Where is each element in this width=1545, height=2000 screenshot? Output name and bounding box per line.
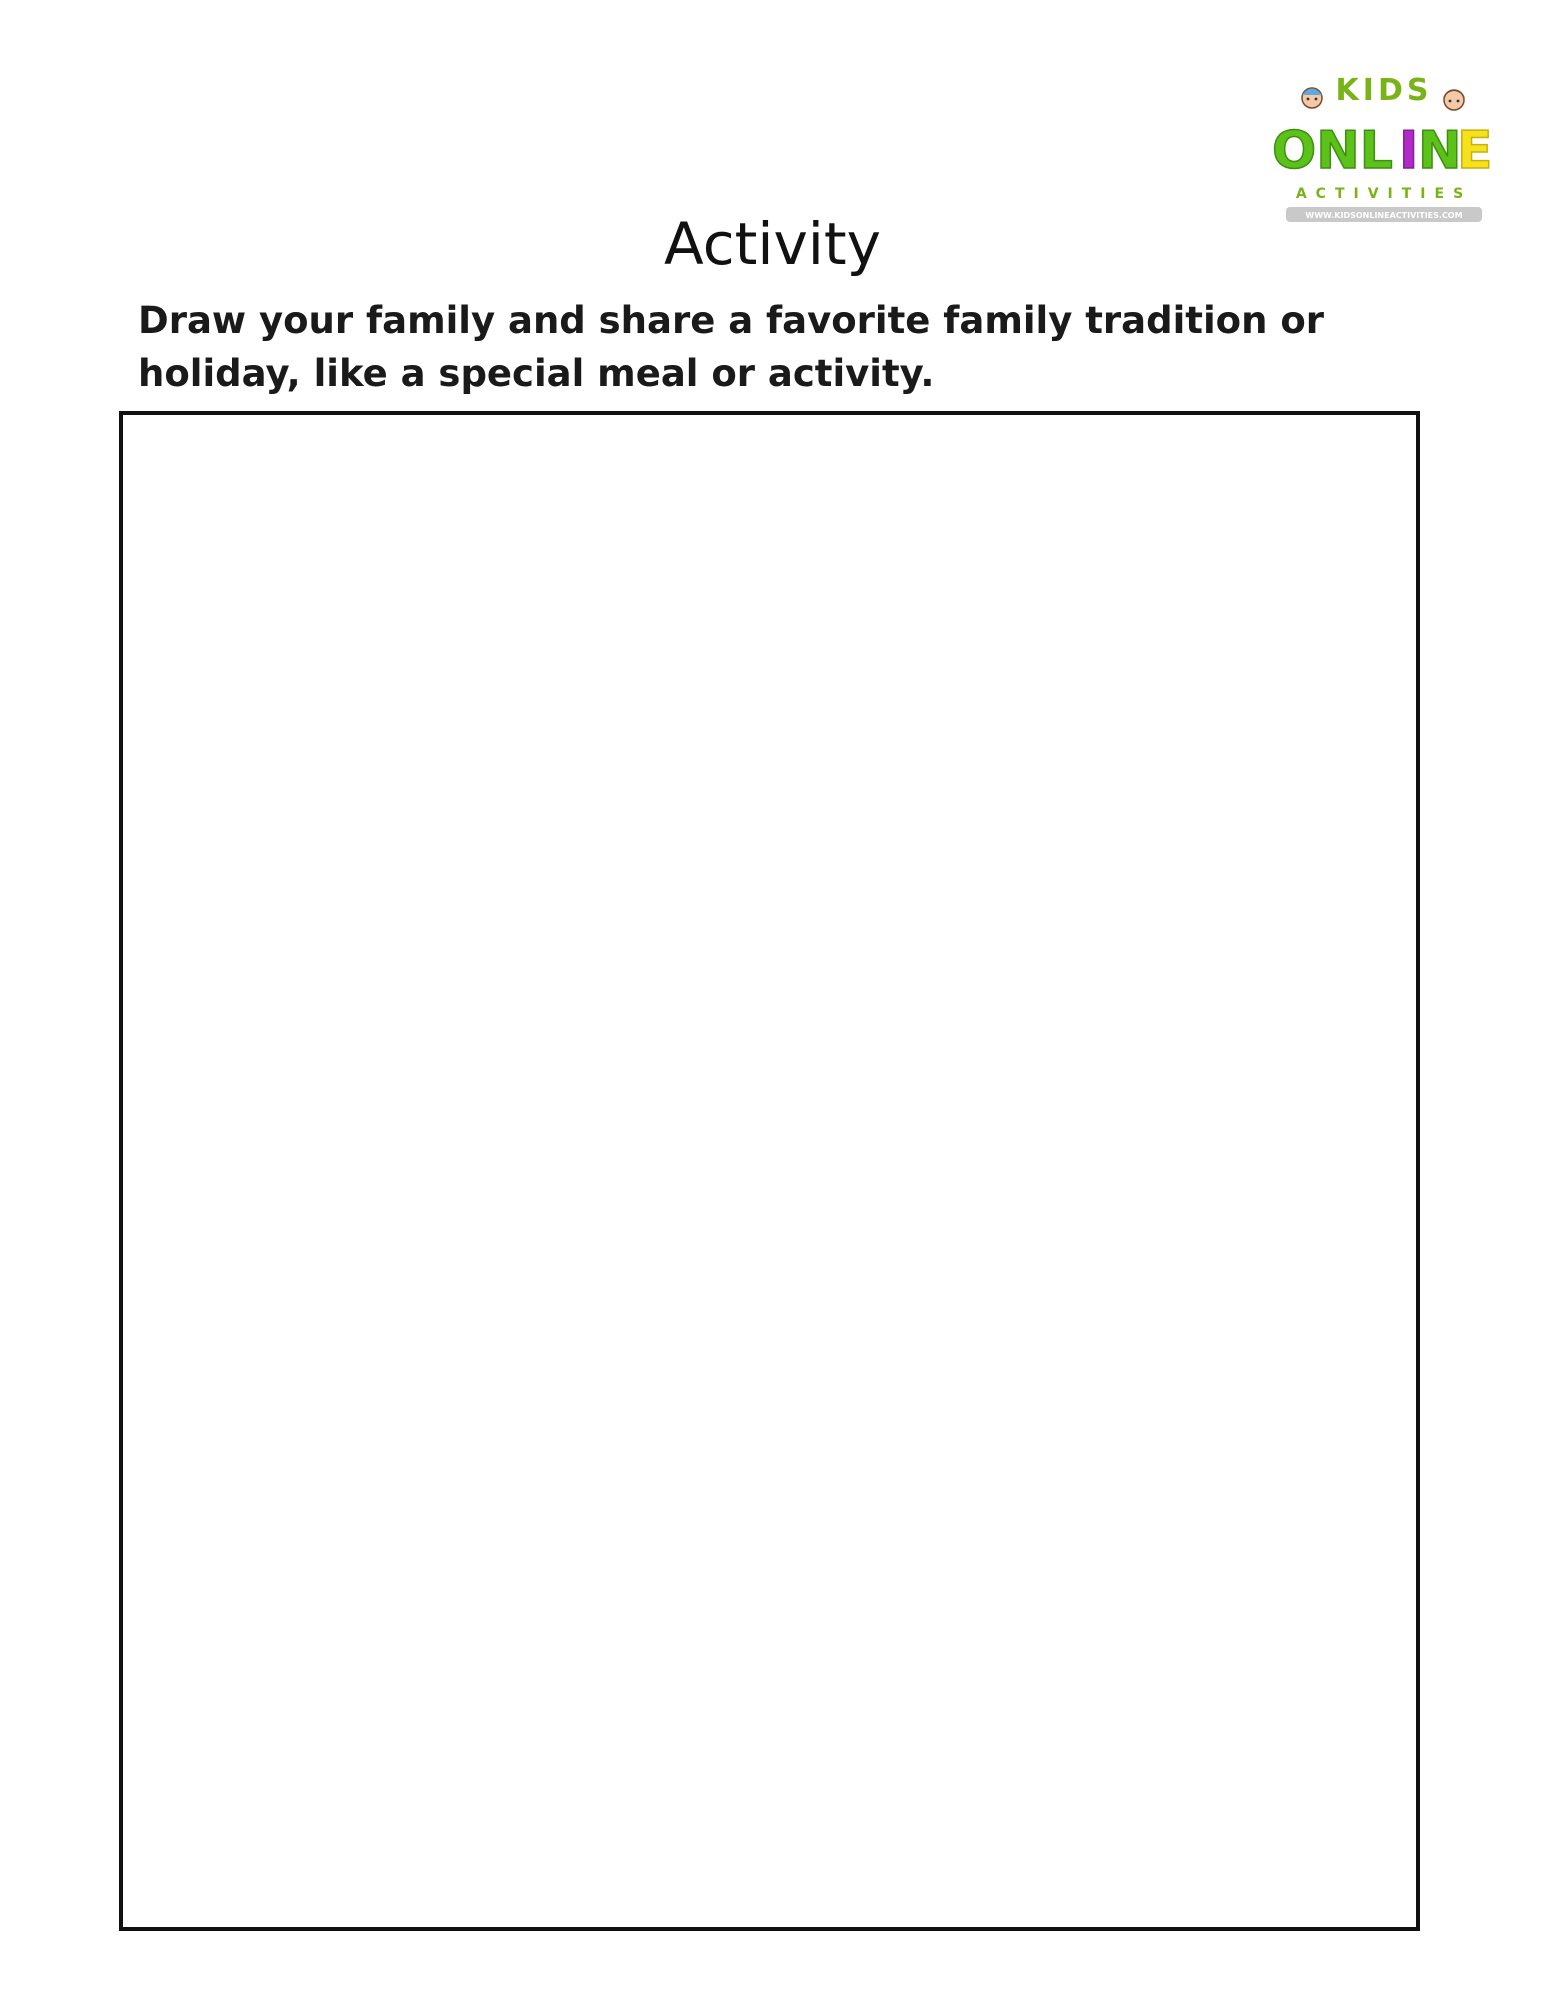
logo-kids-text: KIDS (1335, 73, 1433, 108)
kid-face-right-icon (1443, 90, 1465, 110)
logo-activities-text: ACTIVITIES (1295, 186, 1473, 202)
svg-text:N: N (1418, 121, 1462, 181)
activity-instructions: Draw your family and share a favorite family tradition or holiday, like a special meal or activity. (138, 299, 1324, 395)
logo-online-text (1272, 121, 1493, 181)
kid-face-left-icon (1302, 88, 1322, 108)
svg-text:I: I (1399, 121, 1419, 181)
page-title: Activity (664, 210, 881, 278)
svg-text:ONL: ONL (1272, 121, 1393, 181)
drawing-area[interactable] (119, 411, 1420, 1931)
svg-text:E: E (1457, 121, 1493, 181)
kids-online-activities-logo (1268, 68, 1500, 228)
logo-url-text: WWW.KIDSONLINEACTIVITIES.COM (1305, 211, 1463, 220)
